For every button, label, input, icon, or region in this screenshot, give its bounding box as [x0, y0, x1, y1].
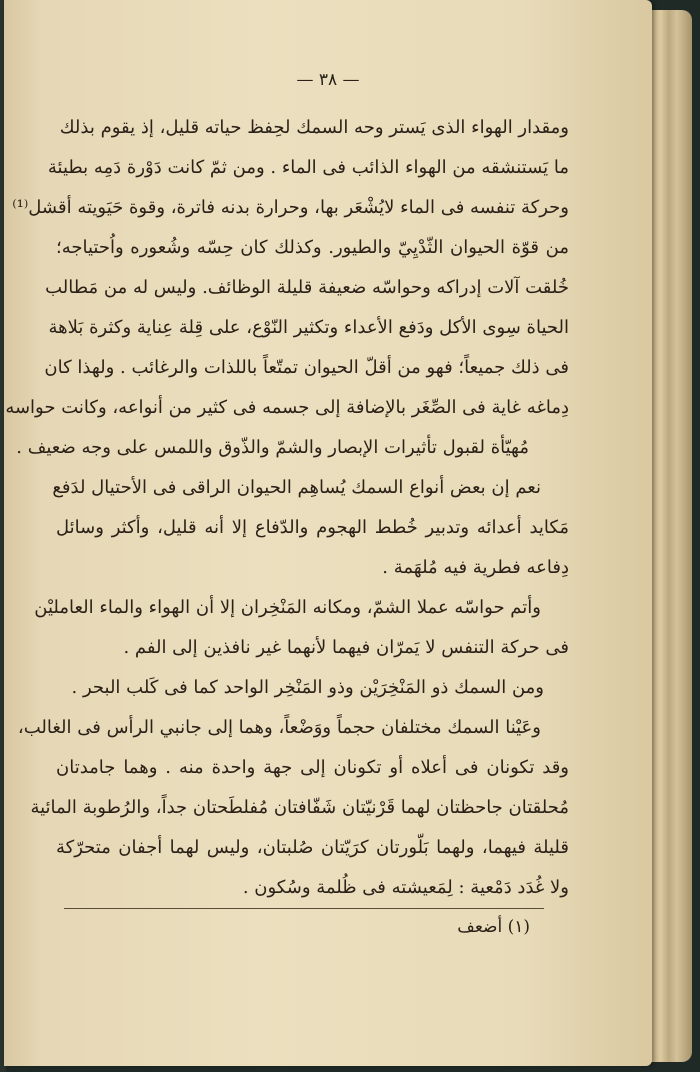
footnote: (١) أضعف — [457, 917, 530, 937]
text-line: مُحلقتان جاحظتان لهما قَرْنيّتان شَفّافتان مُفلطَحتان جداً، والرُطوبة المائية — [30, 797, 569, 818]
text-line: دِماغه غاية فى الصِّغَر بالإضافة إلى جسمه فى كثير من أنواعه، وكانت حواسه — [5, 397, 569, 418]
text-line: ومن السمك ذو المَنْخِرَيْن وذو المَنْخِر الواحد كما فى كَلب البحر . — [71, 677, 544, 698]
text-line: وقد تكونان فى أعلاه أو تكونان إلى جهة واحدة منه . وهما جامدتان — [56, 757, 569, 778]
text-line: دِفاعه فطرية فيه مُلهَمة . — [382, 557, 569, 578]
text-line: ولا غُدَد دَمْعية : لِمَعيشته فى ظُلمة وسُكون . — [242, 877, 569, 898]
text-line: خُلقت آلات إدراكه وحواسّه ضعيفة قليلة الوظائف. وليس له من مَطالب — [45, 277, 569, 298]
text-line: وعَيْنا السمك مختلفان حجماً ووَضْعاً، وهما إلى جانبي الرأس فى الغالب، — [17, 717, 541, 738]
text-line: مُهيّأة لقبول تأثيرات الإبصار والشمّ والذّوق واللمس على وجه ضعيف . — [16, 437, 529, 458]
book-page — [4, 0, 652, 1066]
text-line: من قوّة الحيوان الثّدْيِيّ والطيور. وكذلك كان حِسّه وشُعوره واُحتياجه؛ — [56, 237, 569, 258]
text-line: مَكايد أعدائه وتدبير خُطط الهجوم والدّفاع إلا أنه قليل، وأكثر وسائل — [56, 517, 569, 538]
footnote-rule — [64, 908, 544, 909]
text-line: وأتم حواسّه عملا الشمّ، ومكانه المَنْخِران إلا أن الهواء والماء العامليْن — [34, 597, 541, 618]
text-line: قليلة فيهما، ولهما بَلّورتان كرَيّتان صُلبتان، وليس لهما أجفان متحرّكة — [56, 837, 569, 858]
text-line: ومقدار الهواء الذى يَستر وحه السمك لحِفظ حياته قليل، إذ يقوم بذلك — [59, 117, 569, 138]
text-line: وحركة تنفسه فى الماء لايُشْعَر بها، وحرارة بدنه فاترة، وقوة حَيَويته أقشل⁽¹⁾ — [12, 197, 569, 218]
text-line: فى ذلك جميعاً؛ فهو من أقلّ الحيوان تمتّعاً باللذات والرغائب . ولهذا كان — [44, 357, 569, 378]
text-line: الحياة سِوى الأكل ودَفع الأعداء وتكثير النّوْع، على قِلة عِناية وكثرة بَلاهة — [48, 317, 569, 338]
page-number: — ٣٨ — — [296, 70, 360, 90]
text-line: فى حركة التنفس لا يَمرّان فيهما لأنهما غير نافذين إلى الفم . — [123, 637, 569, 658]
text-line: ما يَستنشقه من الهواء الذائب فى الماء . ومن ثمّ كانت دَوْرة دَمِه بطيئة — [47, 157, 569, 178]
text-line: نعم إن بعض أنواع السمك يُساهِم الحيوان الراقى فى الأحتيال لدَفع — [52, 477, 541, 498]
